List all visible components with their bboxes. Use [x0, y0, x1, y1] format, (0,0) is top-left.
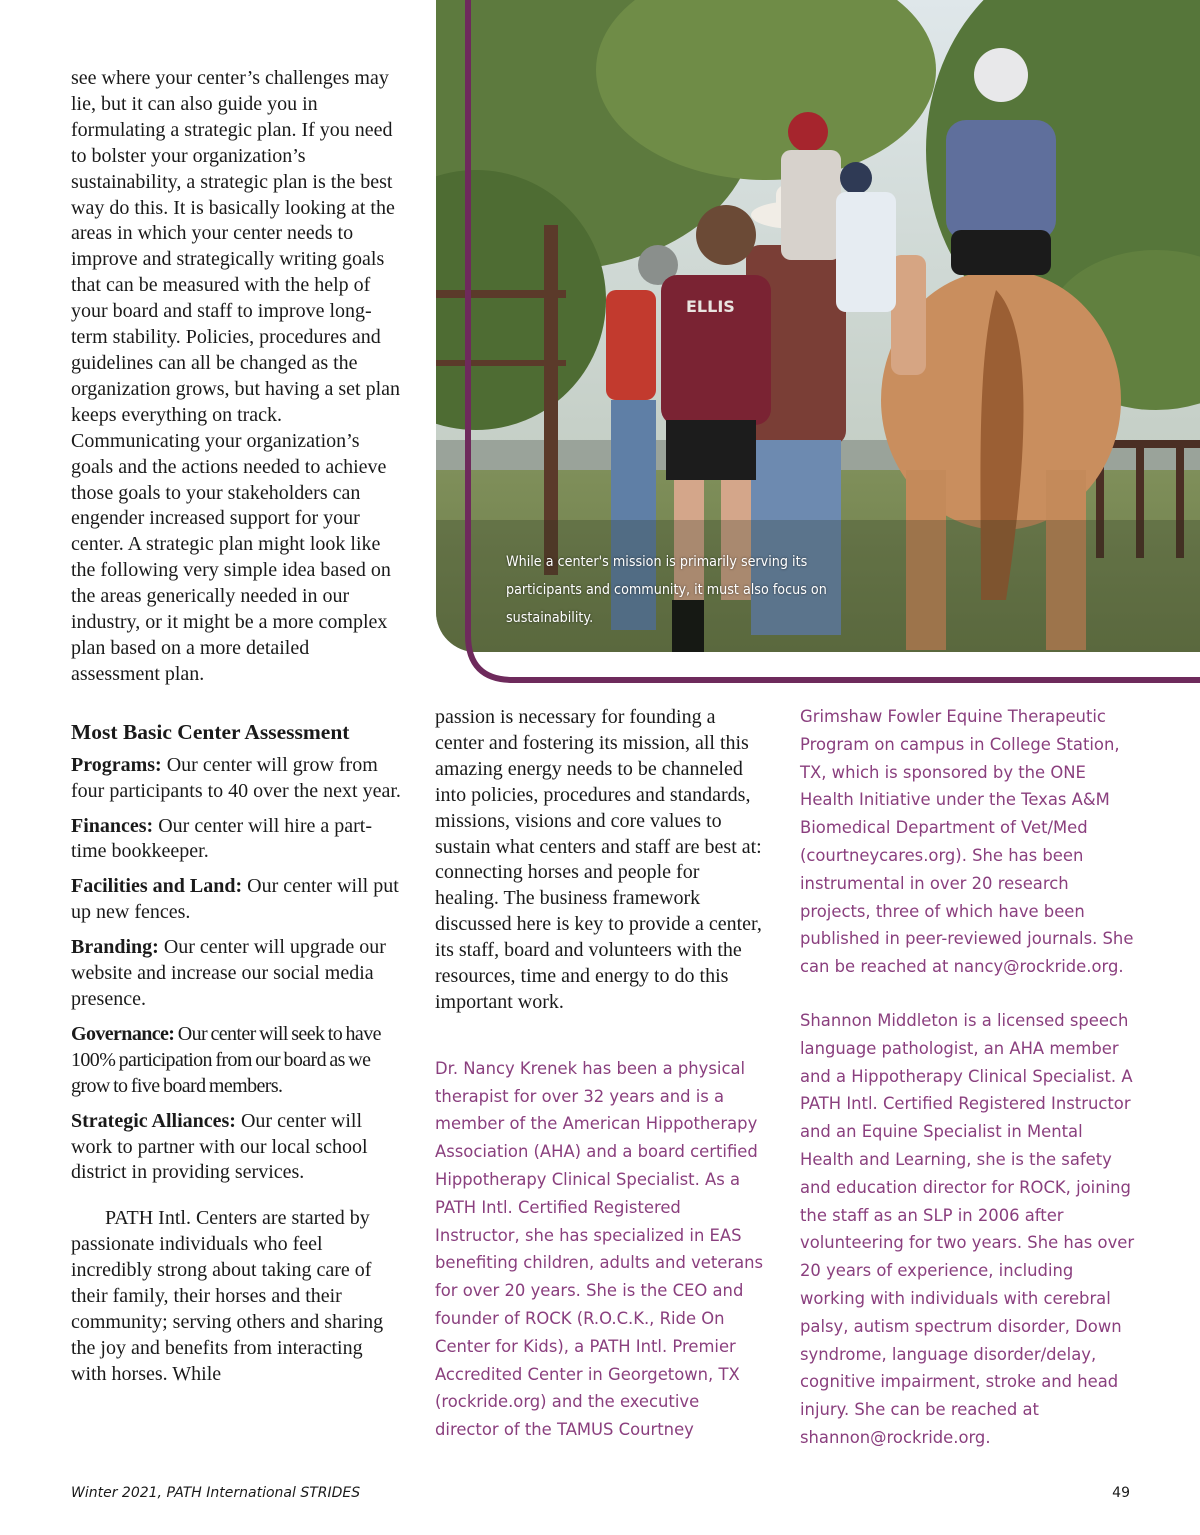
- assessment-item-finances: [71, 814, 401, 866]
- item-label: Finances:: [71, 814, 154, 837]
- item-text: Our center will work to partner with our local school district in providing services.: [71, 1109, 368, 1184]
- closing-paragraph: PATH Intl. Centers are started by passionate individuals who feel incredibly strong about taking care of their family, their horses and their community; serving others and sharing the joy and benefits from interacting with horses. While: [71, 1207, 384, 1385]
- item-text: Our center will upgrade our website and increase our social media presence.: [71, 936, 386, 1010]
- photo-caption: While a center's mission is primarily serving its participants and community, it must also focus on sustainability.: [506, 554, 827, 626]
- item-text: Our center will put up new fences.: [71, 875, 399, 924]
- body-paragraph: passion is necessary for founding a center and fostering its mission, all this amazing energy needs to be channeled into policies, procedures and standards, missions, visions and core values to sustain what centers and staff are best at: connecting horses and people for healing. The business framework discussed here is key to provide a center, its staff, board and volunteers with the resources, time and energy to do this important work.: [435, 706, 762, 1013]
- item-text: Our center will grow from four participants to 40 over the next year.: [71, 753, 401, 802]
- assessment-item-strategic-alliances: [71, 1109, 401, 1187]
- assessment-item-facilities: [71, 874, 401, 926]
- column-3: [800, 703, 1140, 1452]
- author-bio-krenek: Dr. Nancy Krenek has been a physical therapist for over 32 years and is a member of the American Hippotherapy Association (AHA) and a board certified Hippotherapy Clinical Specialist. As a PATH Intl. Certified Registered Instructor, she has specialized in EAS benefiting children, adults and veterans for over 20 years. She is the CEO and founder of ROCK (R.O.C.K., Ride On Center for Kids), a PATH Intl. Premier Accredited Center in Georgetown, TX (rockride.org) and the executive director of the TAMUS Courtney: [435, 1058, 764, 1440]
- assessment-item-governance: [71, 1022, 401, 1100]
- item-label: Facilities and Land:: [71, 875, 243, 898]
- assessment-item-programs: [71, 753, 401, 805]
- author-bio-middleton: Shannon Middleton is a licensed speech language pathologist, an AHA member and a Hippotherapy Clinical Specialist. A PATH Intl. Certified Registered Instructor and an Equine Specialist in Mental Health and Learning, she is the safety and education director for ROCK, joining the staff as an SLP in 2006 after volunteering for two years. She has over 20 years of experience, including working with individuals with cerebral palsy, autism spectrum disorder, Down syndrome, language disorder/delay, cognitive impairment, stroke and head injury. She can be reached at shannon@rockride.org.: [800, 1010, 1135, 1447]
- assessment-item-branding: [71, 935, 401, 1013]
- item-text: Our center will seek to have 100% participation from our board as we grow to five board members.: [71, 1022, 381, 1097]
- item-label: Programs:: [71, 753, 162, 776]
- article-photo: [436, 0, 1200, 652]
- intro-paragraph: see where your center’s challenges may lie, but it can also guide you in formulating a strategic plan. If you need to bolster your organization’s sustainability, a strategic plan is the best way do this. It is basically looking at the areas in which your center needs to improve and strategically writing goals that can be measured with the help of your board and staff to improve long-term stability. Policies, procedures and guidelines can all be changed as the organization grows, but having a set plan keeps everything on track. Communicating your organization’s goals and the actions needed to achieve those goals to your stakeholders can engender increased support for your center. A strategic plan might look like the following very simple idea based on the areas generically needed in our industry, or it might be a more complex plan based on a more detailed assessment plan.: [71, 67, 401, 685]
- page-number: 49: [1112, 1485, 1130, 1501]
- column-1: [71, 66, 401, 1388]
- publication-footer: Winter 2021, PATH International STRIDES: [71, 1485, 361, 1501]
- item-label: Branding:: [71, 936, 159, 959]
- item-label: Governance:: [71, 1022, 175, 1045]
- shirt-lettering: ELLIS: [686, 297, 735, 316]
- item-label: Strategic Alliances:: [71, 1109, 236, 1132]
- column-2: [435, 705, 765, 1444]
- author-bio-krenek-continued: Grimshaw Fowler Equine Therapeutic Program on campus in College Station, TX, which is sponsored by the ONE Health Initiative under the Texas A&M Biomedical Department of Vet/Med (courtneycares.org). She has been instrumental in over 20 research projects, three of which have been published in peer-reviewed journals. She can be reached at nancy@rockride.org.: [800, 707, 1134, 977]
- section-heading: Most Basic Center Assessment: [71, 719, 350, 744]
- item-text: Our center will hire a part-time bookkeeper.: [71, 814, 373, 863]
